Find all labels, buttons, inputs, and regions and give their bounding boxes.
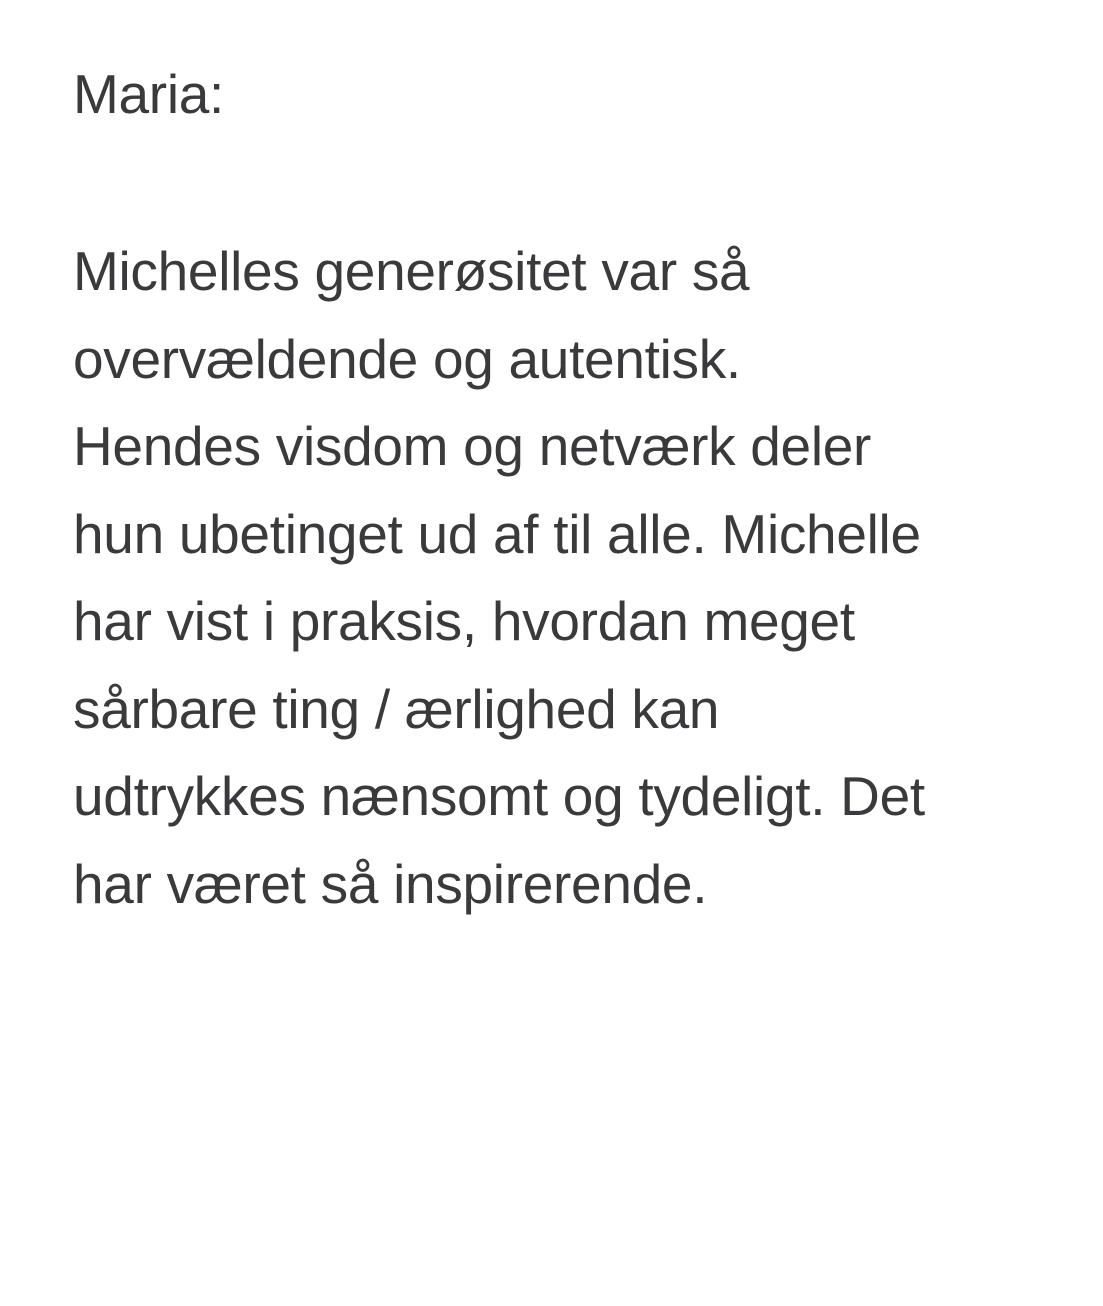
text-line: har vist i praksis, hvordan meget bbox=[73, 590, 855, 652]
text-line: udtrykkes nænsomt og tydeligt. Det bbox=[73, 765, 925, 827]
blank-line bbox=[73, 130, 1083, 228]
text-line: har været så inspirerende. bbox=[73, 852, 708, 915]
note-author: Maria: bbox=[73, 63, 225, 125]
testimonial-text bbox=[73, 228, 1083, 928]
text-line: overvældende og autentisk. bbox=[73, 327, 741, 390]
text-line: hun ubetinget ud af til alle. Michelle bbox=[73, 502, 921, 565]
text-line: Michelles generøsitet var så bbox=[73, 240, 750, 302]
text-line: Hendes visdom og netværk deler bbox=[73, 415, 872, 477]
note-body bbox=[73, 58, 1083, 928]
text-line: sårbare ting / ærlighed kan bbox=[73, 677, 720, 740]
